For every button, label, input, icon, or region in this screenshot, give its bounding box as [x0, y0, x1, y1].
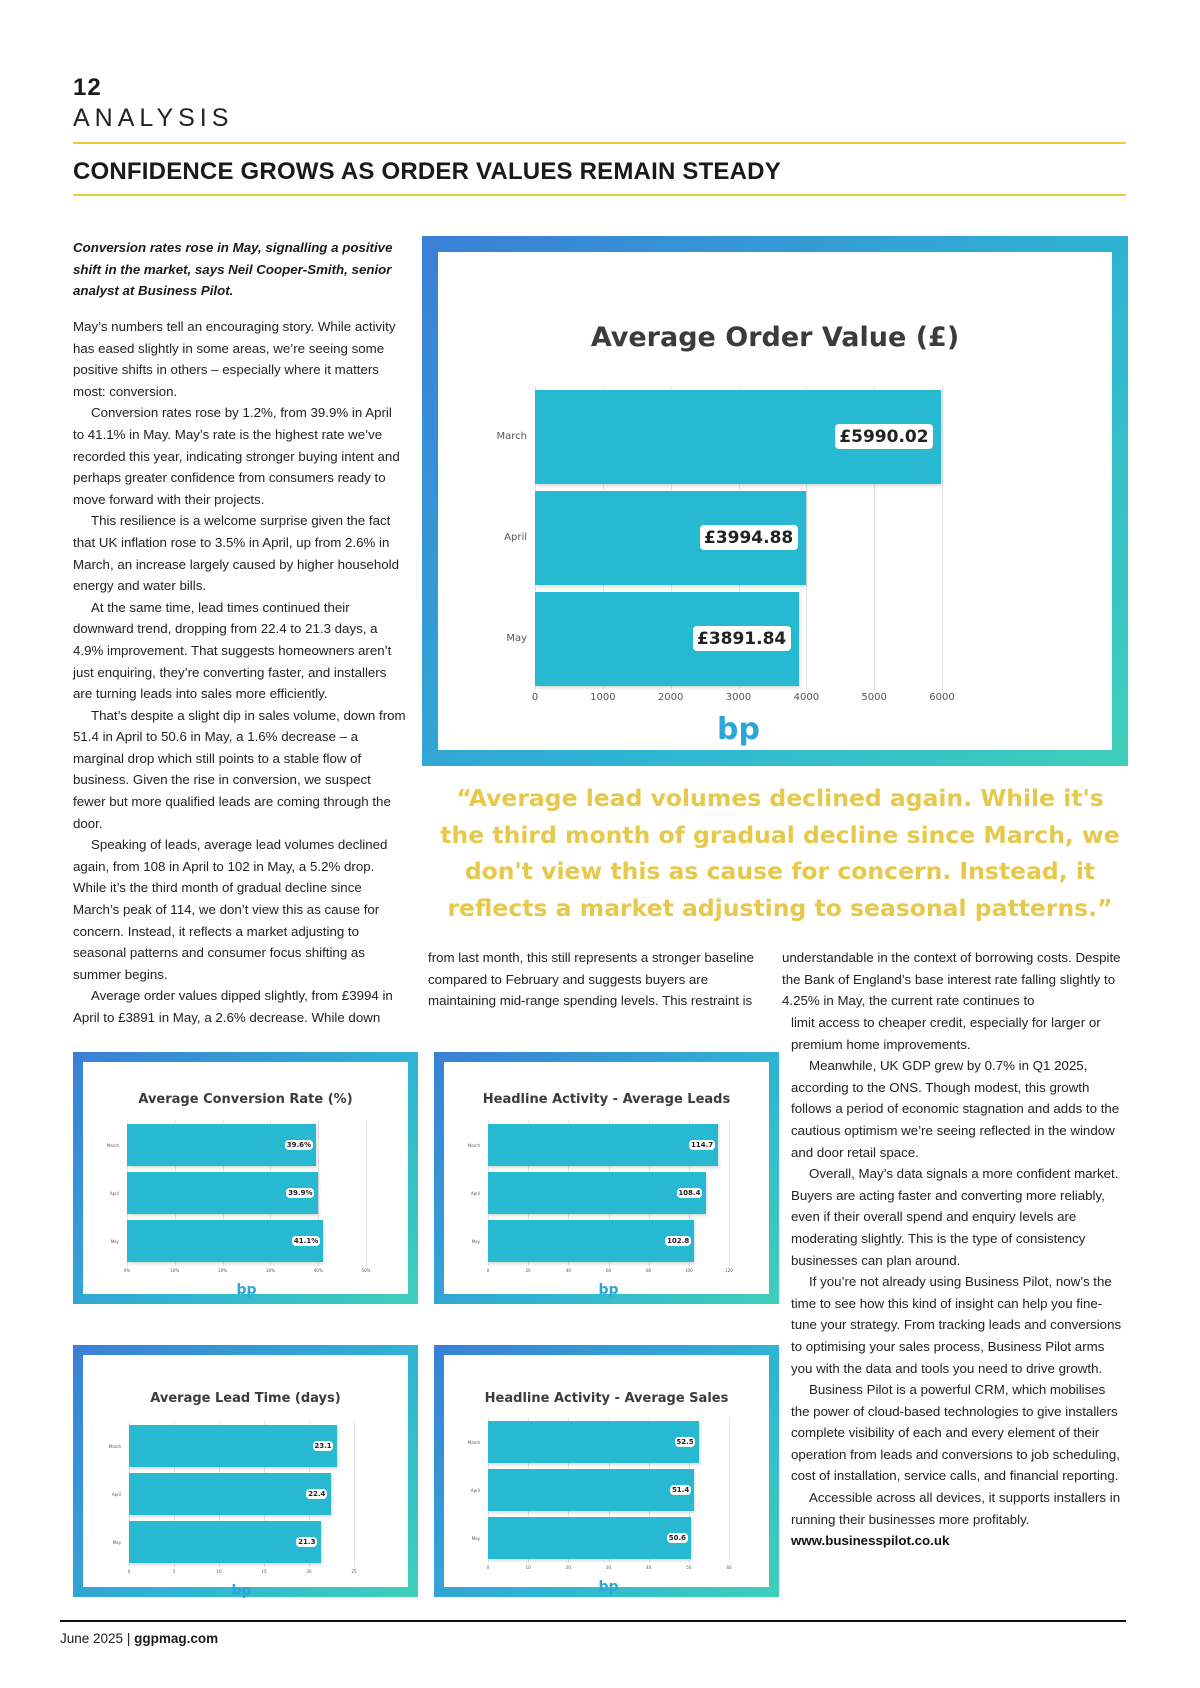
paragraph: That’s despite a slight dip in sales volume, down from 51.4 in April to 50.6 in May, a 1.6% decrease – a marginal drop which still points to a stable flow of business. Given the rise in conversion, we suspect fewer but more qualified leads are coming through the door. [73, 707, 406, 831]
chart-category-label: May [471, 1535, 480, 1541]
footer [60, 1631, 218, 1646]
chart-bar [488, 1421, 699, 1463]
pull-quote: “Average lead volumes declined again. While it's the third month of gradual decline since March, we don't view this as cause for concern. Instead, it reflects a market adjusting to seasonal patterns.” [440, 784, 1120, 922]
chart-category-label: March [467, 1439, 480, 1445]
chart-frame [73, 1052, 418, 1304]
chart-frame [422, 236, 1128, 766]
chart-category-label: May [471, 1238, 480, 1244]
paragraph: limit access to cheaper credit, especially for larger or premium home improvements. [791, 1015, 1101, 1052]
paragraph: This resilience is a welcome surprise given the fact that UK inflation rose to 3.5% in April, up from 2.6% in March, an increase largely caused by higher household energy and water bills. [73, 513, 399, 594]
chart-tick-label: 15 [261, 1569, 267, 1574]
paragraph: understandable in the context of borrowing costs. Despite the Bank of England’s base interest rate falling slightly to 4.25% in May, the current rate continues to [782, 950, 1121, 1009]
chart-category-label: May [506, 633, 527, 644]
chart-value-label: 22.4 [308, 1489, 326, 1498]
footer-rule [60, 1620, 1126, 1622]
chart-value-label: 102.8 [667, 1236, 690, 1245]
chart-category-label: March [496, 431, 527, 442]
chart-value-label: 52.5 [676, 1437, 694, 1446]
chart-category-label: April [470, 1487, 480, 1493]
chart-category-label: April [470, 1190, 480, 1196]
chart-value-label: 108.4 [678, 1188, 701, 1197]
chart-bar [129, 1521, 321, 1563]
chart-tick-label: 0 [486, 1268, 490, 1273]
chart-value-label: 39.9% [288, 1188, 313, 1197]
paragraph: Speaking of leads, average lead volumes declined again, from 108 in April to 102 in May, a 5.2% drop. While it’s the third month of gradual decline since March’s peak of 114, we don’t view this as cause for concern. Instead, it reflects a market adjusting to seasonal patterns and consumer focus shifting as summer begins. [73, 837, 388, 982]
chart-tick-label: 6000 [929, 692, 955, 703]
chart-gridline [729, 1120, 730, 1266]
article-column-2 [428, 947, 768, 1012]
chart-value-label: 23.1 [314, 1441, 332, 1450]
chart-tick-label: 20% [218, 1268, 228, 1273]
chart-bar [488, 1469, 694, 1511]
chart-tick-label: 25 [351, 1569, 357, 1574]
paragraph: At the same time, lead times continued their downward trend, dropping from 22.4 to 21.3 days, a 4.9% improvement. That suggests homeowners aren’t just enquiring, they’re converting faster, and installers are turning leads into sales more efficiently. [73, 599, 392, 702]
headline: CONFIDENCE GROWS AS ORDER VALUES REMAIN STEADY [73, 158, 781, 185]
chart-tick-label: 10% [170, 1268, 180, 1273]
chart-tick-label: 3000 [725, 692, 752, 703]
chart-tick-label: 10 [525, 1565, 531, 1570]
paragraph: Average order values dipped slightly, from £3994 in April to £3891 in May, a 2.6% decrease. While down [73, 988, 393, 1025]
chart-card [438, 252, 1112, 750]
chart-category-label: April [109, 1190, 119, 1196]
chart-tick-label: 5000 [861, 692, 887, 703]
bp-logo-icon: bp [231, 1583, 252, 1599]
chart-frame [73, 1345, 418, 1597]
paragraph: Business Pilot is a powerful CRM, which mobilises the power of cloud-based technologies to give installers complete visibility of each and every element of their operation from leads and conversions to job scheduling, cost of installation, service calls, and financial reporting. [791, 1382, 1120, 1484]
bp-logo-icon: bp [717, 712, 760, 747]
chart-value-label: 51.4 [671, 1485, 690, 1494]
chart-gridline [366, 1120, 367, 1266]
header-rule [73, 142, 1126, 144]
chart-tick-label: 0 [127, 1569, 131, 1574]
chart-bar [488, 1172, 706, 1214]
chart-bar [488, 1517, 691, 1559]
headline-rule [73, 194, 1126, 196]
chart-tick-label: 0 [486, 1565, 490, 1570]
chart-category-label: May [110, 1238, 119, 1244]
article-column-1 [73, 316, 406, 1029]
chart-tick-label: 4000 [793, 692, 820, 703]
section-label: ANALYSIS [73, 104, 234, 132]
paragraph: Overall, May’s data signals a more confident market. Buyers are acting faster and converting more reliably, even if their overall spend and enquiry levels are moderating slightly. This is the type of consistency businesses can plan around. [791, 1166, 1119, 1268]
chart-tick-label: 120 [725, 1268, 733, 1273]
chart-tick-label: 100 [685, 1268, 693, 1273]
chart-value-label: 41.1% [293, 1236, 319, 1245]
chart-frame [434, 1052, 779, 1304]
chart-tick-label: 20 [565, 1565, 571, 1570]
chart-tick-label: 0 [531, 692, 539, 703]
chart-title: Headline Activity - Average Sales [484, 1391, 729, 1406]
chart-bar [488, 1124, 718, 1166]
bp-logo-icon: bp [598, 1282, 619, 1298]
chart-tick-label: 30% [265, 1268, 275, 1273]
chart-value-label: £3994.88 [700, 525, 798, 550]
chart-category-label: April [111, 1491, 121, 1497]
chart-card [444, 1062, 769, 1298]
chart-tick-label: 20 [306, 1569, 312, 1574]
chart-gridline [729, 1417, 730, 1563]
chart-title: Average Order Value (£) [590, 322, 960, 353]
paragraph: Conversion rates rose by 1.2%, from 39.9% in April to 41.1% in May. May’s rate is the highest rate we’ve recorded this year, indicating stronger buying intent and perhaps greater confidence from consumers ready to move forward with their projects. [73, 405, 400, 507]
chart-tick-label: 80 [646, 1268, 652, 1273]
chart-title: Average Lead Time (days) [150, 1391, 341, 1406]
bp-logo-icon: bp [236, 1282, 257, 1298]
chart-tick-label: 40 [565, 1268, 571, 1273]
footer-date: June 2025 [60, 1631, 124, 1646]
chart-tick-label: 50 [686, 1565, 692, 1570]
article-intro: Conversion rates rose in May, signalling a positive shift in the market, says Neil Cooper-Smith, senior analyst at Business Pilot. [73, 240, 393, 299]
chart-tick-label: 40 [646, 1565, 652, 1570]
chart-card [83, 1062, 408, 1298]
chart-card [444, 1355, 769, 1595]
chart-frame [434, 1345, 779, 1597]
footer-site: ggpmag.com [134, 1631, 219, 1646]
chart-value-label: £3891.84 [693, 626, 791, 651]
page-number: 12 [73, 74, 102, 101]
paragraph: Accessible across all devices, it supports installers in running their businesses more profitably. [791, 1490, 1121, 1527]
chart-bar [129, 1425, 337, 1467]
chart-tick-label: 60 [726, 1565, 732, 1570]
chart-tick-label: 20 [525, 1268, 531, 1273]
chart-tick-label: 0% [123, 1268, 131, 1273]
chart-tick-label: 2000 [657, 692, 684, 703]
chart-category-label: May [112, 1539, 121, 1545]
chart-tick-label: 1000 [590, 692, 616, 703]
chart-category-label: March [108, 1443, 121, 1449]
chart-bar [129, 1473, 331, 1515]
chart-bar [488, 1220, 694, 1262]
paragraph: If you’re not already using Business Pilot, now’s the time to see how this kind of insight can help you fine-tune your strategy. From tracking leads and conversions to optimising your sales process, Business Pilot arms you with the data and tools you need to drive growth. [791, 1274, 1122, 1376]
chart-category-label: March [106, 1142, 119, 1148]
chart-value-label: 39.6% [286, 1140, 312, 1149]
chart-gridline [942, 386, 943, 690]
article-column-3 [791, 1012, 1126, 1552]
chart-value-label: 50.6 [668, 1533, 686, 1542]
chart-tick-label: 30 [605, 1565, 612, 1570]
chart-title: Headline Activity - Average Leads [482, 1092, 731, 1107]
chart-value-label: 21.3 [298, 1537, 316, 1546]
chart-tick-label: 10 [216, 1569, 222, 1574]
bp-logo-icon: bp [598, 1579, 619, 1595]
paragraph: from last month, this still represents a stronger baseline compared to February and suggests buyers are maintaining mid-range spending levels. This restraint is [428, 950, 754, 1009]
chart-category-label: April [504, 532, 527, 543]
chart-tick-label: 50% [361, 1268, 371, 1273]
article-column-3-top [782, 947, 1122, 1012]
chart-card [83, 1355, 408, 1599]
chart-tick-label: 5 [172, 1569, 176, 1574]
paragraph: Meanwhile, UK GDP grew by 0.7% in Q1 2025, according to the ONS. Though modest, this growth follows a period of economic stagnation and adds to the cautious optimism we’re seeing reflected in the window and door retail space. [791, 1058, 1120, 1160]
chart-tick-label: 60 [605, 1268, 612, 1273]
chart-value-label: 114.7 [690, 1140, 714, 1149]
footer-separator: | [126, 1631, 131, 1646]
chart-category-label: March [467, 1142, 480, 1148]
chart-gridline [354, 1421, 355, 1567]
website-link[interactable]: www.businesspilot.co.uk [791, 1533, 950, 1549]
paragraph: May’s numbers tell an encouraging story. While activity has eased slightly in some areas, we’re seeing some positive shifts in others – especially where it matters most: conversion. [73, 319, 396, 399]
chart-value-label: £5990.02 [835, 424, 933, 449]
chart-title: Average Conversion Rate (%) [138, 1092, 353, 1107]
chart-tick-label: 40% [313, 1268, 323, 1273]
